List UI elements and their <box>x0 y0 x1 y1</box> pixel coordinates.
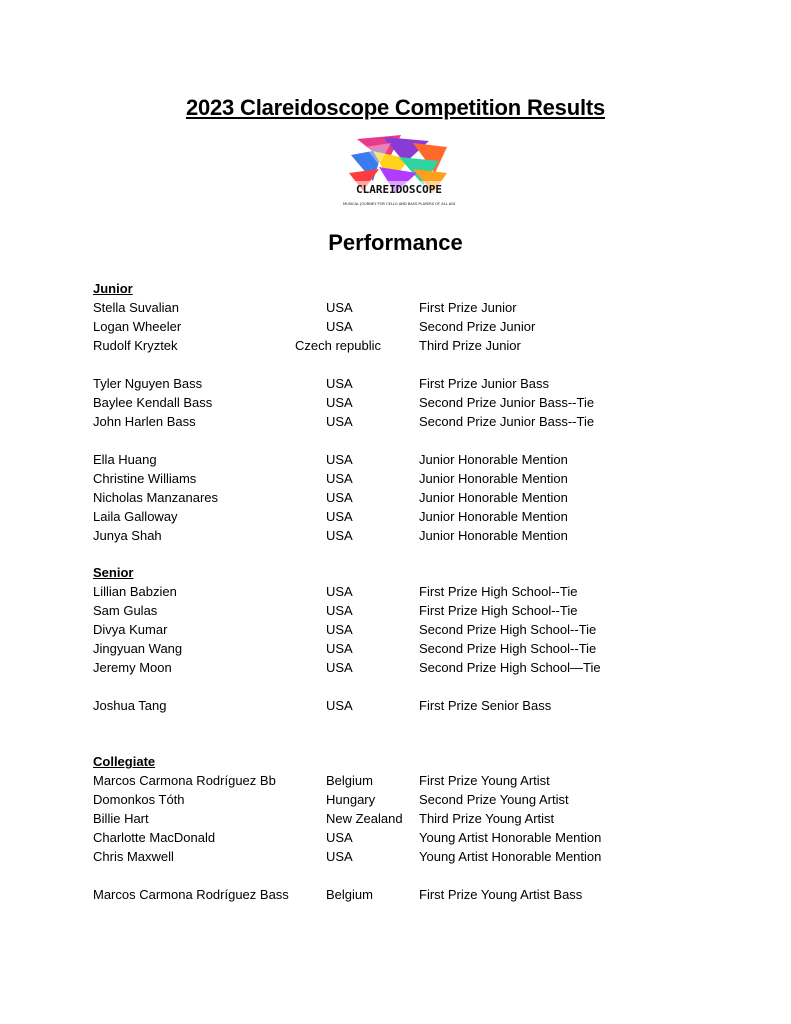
result-row <box>0 526 791 545</box>
award: Third Prize Junior <box>419 338 521 353</box>
competitor-country: Hungary <box>326 792 376 807</box>
award: First Prize Senior Bass <box>419 698 552 713</box>
result-row <box>0 374 791 393</box>
award: First Prize Junior <box>419 300 517 315</box>
award: First Prize High School--Tie <box>419 603 578 618</box>
section-title-performance: Performance <box>328 230 463 255</box>
competitor-country: USA <box>326 528 353 543</box>
competitor-country: USA <box>326 452 353 467</box>
award: Junior Honorable Mention <box>419 490 568 505</box>
result-row <box>0 658 791 677</box>
result-row <box>0 469 791 488</box>
result-row <box>0 336 791 355</box>
competitor-name: Jingyuan Wang <box>93 641 183 656</box>
competitor-country: Belgium <box>326 773 373 788</box>
competitor-name: Billie Hart <box>93 811 149 826</box>
competitor-country: USA <box>326 490 353 505</box>
award: Second Prize Young Artist <box>419 792 569 807</box>
logo-graphic <box>343 133 455 213</box>
heading-senior: Senior <box>93 565 134 580</box>
award: First Prize Young Artist <box>419 773 550 788</box>
award: Junior Honorable Mention <box>419 471 568 486</box>
competitor-name: Chris Maxwell <box>93 849 174 864</box>
competitor-name: Ella Huang <box>93 452 157 467</box>
competitor-name: Charlotte MacDonald <box>93 830 216 845</box>
competitor-country: USA <box>326 830 353 845</box>
award: Second Prize Junior Bass--Tie <box>419 395 595 410</box>
competitor-country: USA <box>326 660 353 675</box>
competitor-name: Laila Galloway <box>93 509 178 524</box>
heading-junior: Junior <box>93 281 133 296</box>
heading-collegiate: Collegiate <box>93 754 156 769</box>
award: Third Prize Young Artist <box>419 811 555 826</box>
result-row <box>0 809 791 828</box>
award: Young Artist Honorable Mention <box>419 830 602 845</box>
result-row <box>0 317 791 336</box>
result-row <box>0 828 791 847</box>
competitor-name: Marcos Carmona Rodríguez Bb <box>93 773 276 788</box>
document-title: 2023 Clareidoscope Competition Results <box>185 95 606 120</box>
result-row <box>0 507 791 526</box>
logo-tagline: A MUSICAL JOURNEY FOR CELLO AND BASS PLAYERS OF ALL AGES <box>343 202 455 206</box>
result-row <box>0 298 791 317</box>
competitor-name: Divya Kumar <box>93 622 168 637</box>
award: First Prize High School--Tie <box>419 584 578 599</box>
result-row <box>0 696 791 715</box>
award: Second Prize High School--Tie <box>419 641 597 656</box>
competitor-name: Rudolf Kryztek <box>93 338 178 353</box>
competitor-name: John Harlen Bass <box>93 414 196 429</box>
award: First Prize Junior Bass <box>419 376 550 391</box>
result-row <box>0 582 791 601</box>
competitor-country: USA <box>326 509 353 524</box>
competitor-country: Czech republic <box>295 338 381 353</box>
result-row <box>0 601 791 620</box>
award: Second Prize High School—Tie <box>419 660 601 675</box>
competitor-name: Joshua Tang <box>93 698 167 713</box>
competitor-name: Christine Williams <box>93 471 197 486</box>
result-row <box>0 771 791 790</box>
result-row <box>0 847 791 866</box>
award: Junior Honorable Mention <box>419 509 568 524</box>
competitor-name: Jeremy Moon <box>93 660 172 675</box>
award: Junior Honorable Mention <box>419 528 568 543</box>
award: Young Artist Honorable Mention <box>419 849 602 864</box>
competitor-name: Baylee Kendall Bass <box>93 395 213 410</box>
competitor-country: USA <box>326 471 353 486</box>
competitor-country: USA <box>326 300 353 315</box>
logo-wordmark: CLAREIDOSCOPE <box>355 183 443 196</box>
competitor-name: Logan Wheeler <box>93 319 182 334</box>
award: Junior Honorable Mention <box>419 452 568 467</box>
award: Second Prize High School--Tie <box>419 622 597 637</box>
competitor-country: USA <box>326 319 353 334</box>
competitor-name: Lillian Babzien <box>93 584 177 599</box>
award: First Prize Young Artist Bass <box>419 887 583 902</box>
result-row <box>0 450 791 469</box>
competitor-name: Marcos Carmona Rodríguez Bass <box>93 887 289 902</box>
competitor-country: USA <box>326 622 353 637</box>
competitor-name: Tyler Nguyen Bass <box>93 376 203 391</box>
result-row <box>0 620 791 639</box>
competitor-country: USA <box>326 698 353 713</box>
competitor-name: Junya Shah <box>93 528 162 543</box>
competitor-name: Stella Suvalian <box>93 300 179 315</box>
result-row <box>0 790 791 809</box>
result-row <box>0 639 791 658</box>
competitor-name: Nicholas Manzanares <box>93 490 219 505</box>
competitor-name: Sam Gulas <box>93 603 158 618</box>
result-row <box>0 393 791 412</box>
award: Second Prize Junior <box>419 319 536 334</box>
competitor-name: Domonkos Tóth <box>93 792 185 807</box>
competitor-country: New Zealand <box>326 811 403 826</box>
award: Second Prize Junior Bass--Tie <box>419 414 595 429</box>
result-row <box>0 885 791 904</box>
competitor-country: USA <box>326 376 353 391</box>
result-row <box>0 488 791 507</box>
competitor-country: USA <box>326 641 353 656</box>
result-row <box>0 412 791 431</box>
competitor-country: USA <box>326 849 353 864</box>
clareidoscope-logo <box>343 133 455 213</box>
competitor-country: USA <box>326 395 353 410</box>
competitor-country: USA <box>326 414 353 429</box>
competitor-country: USA <box>326 584 353 599</box>
competitor-country: USA <box>326 603 353 618</box>
competitor-country: Belgium <box>326 887 373 902</box>
